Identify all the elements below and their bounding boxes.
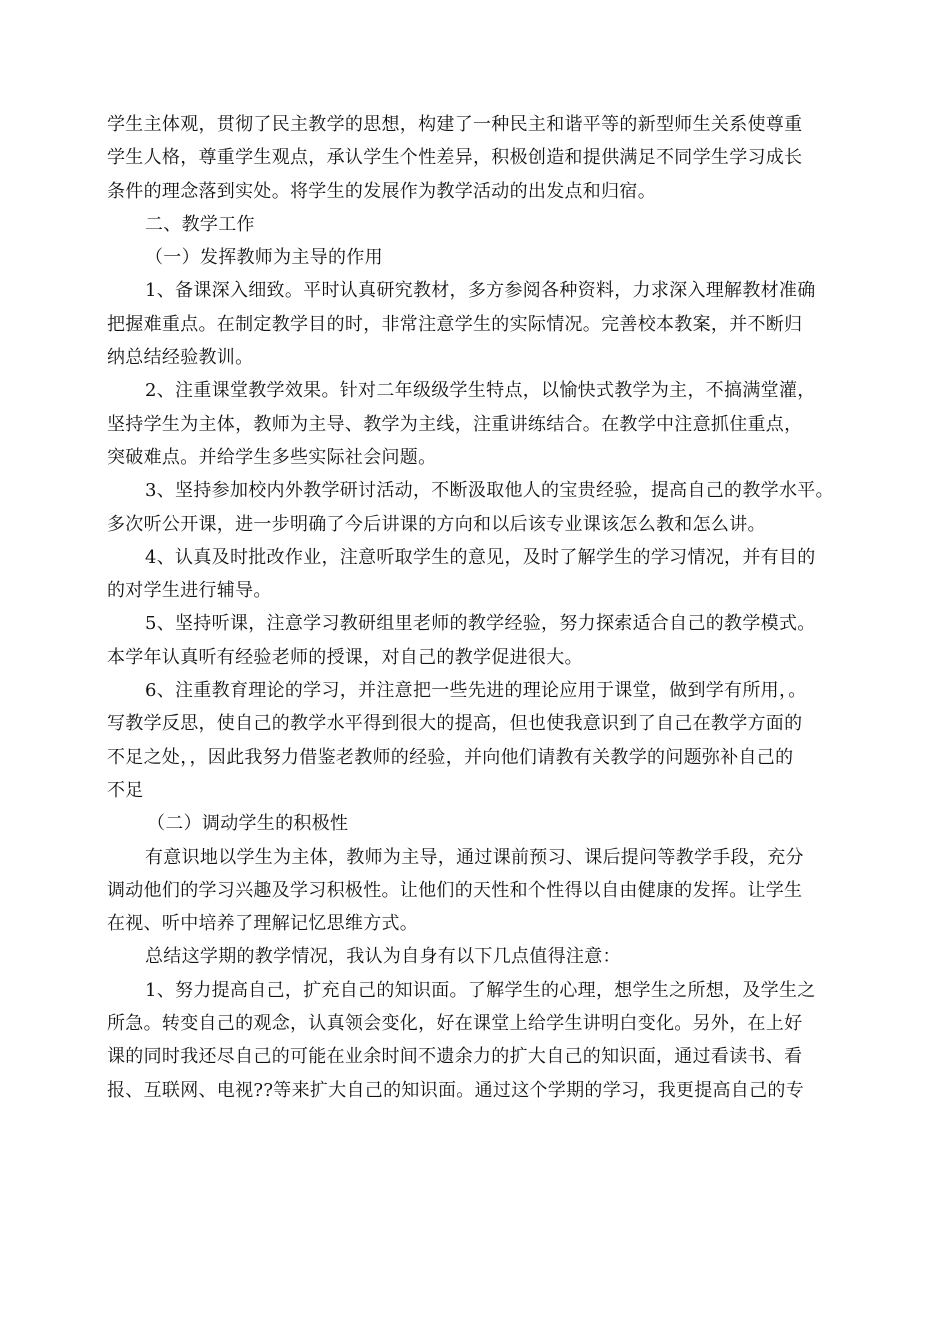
text-line: 不足之处，，因此我努力借鉴老教师的经验，并向他们请教有关教学的问题弥补自己的 bbox=[107, 746, 794, 768]
text-line: 不足 bbox=[107, 779, 144, 801]
text-line: 课的同时我还尽自己的可能在业余时间不遗余力的扩大自己的知识面，通过看读书、看 bbox=[107, 1046, 803, 1068]
text-line: 3、坚持参加校内外教学研讨活动，不断汲取他人的宝贵经验，提高自己的教学水平。 bbox=[145, 480, 834, 502]
text-line: 多次听公开课，进一步明确了今后讲课的方向和以后该专业课该怎么教和怎么讲。 bbox=[107, 513, 766, 535]
document-body bbox=[107, 108, 867, 1107]
text-line: 5、坚持听课，注意学习教研组里老师的教学经验，努力探索适合自己的教学模式。 bbox=[145, 613, 816, 635]
text-line: 所急。转变自己的观念，认真领会变化，好在课堂上给学生讲明白变化。另外，在上好 bbox=[107, 1013, 803, 1035]
section-heading: 二、教学工作 bbox=[145, 213, 255, 235]
text-line: 学生主体观，贯彻了民主教学的思想，构建了一种民主和谐平等的新型师生关系使尊重 bbox=[107, 114, 803, 135]
text-line: 1、备课深入细致。平时认真研究教材，多方参阅各种资料，力求深入理解教材准确 bbox=[145, 280, 816, 302]
text-line: 坚持学生为主体，教师为主导、教学为主线，注重讲练结合。在教学中注意抓住重点， bbox=[107, 413, 803, 435]
text-line: 2、注重课堂教学效果。针对二年级级学生特点，以愉快式教学为主，不搞满堂灌， bbox=[145, 380, 816, 402]
text-line: 条件的理念落到实处。将学生的发展作为教学活动的出发点和归宿。 bbox=[107, 180, 656, 202]
text-line: 的对学生进行辅导。 bbox=[107, 580, 272, 602]
text-line: 调动他们的学习兴趣及学习积极性。让他们的天性和个性得以自由健康的发挥。让学生 bbox=[107, 879, 803, 901]
text-line: 本学年认真听有经验老师的授课，对自己的教学促进很大。 bbox=[107, 646, 583, 668]
text-line: 总结这学期的教学情况，我认为自身有以下几点值得注意： bbox=[145, 946, 621, 968]
subsection-heading: （一）发挥教师为主导的作用 bbox=[145, 247, 383, 269]
text-line: 纳总结经验教训。 bbox=[107, 347, 254, 369]
text-line: 写教学反思，使自己的教学水平得到很大的提高，但也使我意识到了自己在教学方面的 bbox=[107, 713, 803, 735]
subsection-heading: （二）调动学生的积极性 bbox=[147, 813, 349, 835]
text-line: 学生人格，尊重学生观点，承认学生个性差异，积极创造和提供满足不同学生学习成长 bbox=[107, 147, 803, 169]
text-line: 报、互联网、电视??等来扩大自己的知识面。通过这个学期的学习，我更提高自己的专 bbox=[107, 1079, 804, 1101]
text-line: 在视、听中培养了理解记忆思维方式。 bbox=[107, 913, 419, 935]
text-line: 6、注重教育理论的学习，并注意把一些先进的理论应用于课堂，做到学有所用，。 bbox=[145, 680, 807, 702]
text-line: 把握难重点。在制定教学目的时，非常注意学生的实际情况。完善校本教案，并不断归 bbox=[107, 313, 803, 335]
text-line: 1、努力提高自己，扩充自己的知识面。了解学生的心理，想学生之所想，及学生之 bbox=[145, 979, 816, 1001]
text-line: 4、认真及时批改作业，注意听取学生的意见，及时了解学生的学习情况，并有目的 bbox=[145, 546, 816, 568]
text-line: 有意识地以学生为主体，教师为主导，通过课前预习、课后提问等教学手段，充分 bbox=[145, 846, 804, 868]
text-line: 突破难点。并给学生多些实际社会问题。 bbox=[107, 446, 437, 468]
